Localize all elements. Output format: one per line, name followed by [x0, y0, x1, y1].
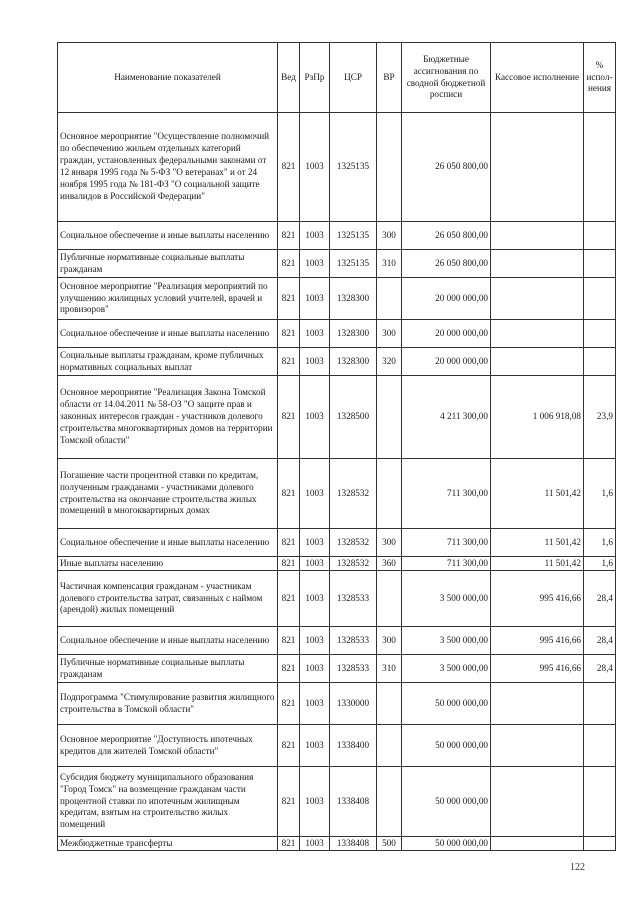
header-assignments: Бюджетные ассигнования по сводной бюджетной росписи [402, 43, 491, 113]
row-assignment: 3 500 000,00 [402, 571, 491, 627]
row-percent [584, 725, 616, 767]
row-percent: 28,4 [584, 627, 616, 655]
row-name: Иные выплаты населению [58, 557, 278, 571]
row-vr: 360 [377, 557, 402, 571]
row-cash-execution [491, 278, 584, 320]
row-name: Основное мероприятие "Осуществление полномочий по обеспечению жильем отдельных категорий граждан, установленных федеральными законами от 12 января 1995 года № 5-ФЗ "О ветеранах" и от 24 ноября 1995 года № 181-ФЗ "О социальной защите инвалидов в Российской Федерации" [58, 113, 278, 222]
table-row [58, 767, 616, 837]
table-row [58, 348, 616, 376]
row-ved: 821 [278, 278, 300, 320]
row-rzpr: 1003 [300, 837, 330, 851]
row-rzpr: 1003 [300, 557, 330, 571]
row-cash-execution: 995 416,66 [491, 655, 584, 683]
header-ved: Вед [278, 43, 300, 113]
row-name: Социальное обеспечение и иные выплаты населению [58, 320, 278, 348]
row-assignment: 20 000 000,00 [402, 278, 491, 320]
row-cash-execution: 11 501,42 [491, 459, 584, 529]
row-vr: 300 [377, 222, 402, 250]
row-rzpr: 1003 [300, 627, 330, 655]
row-ved: 821 [278, 655, 300, 683]
row-csr: 1325135 [330, 113, 377, 222]
row-name: Основное мероприятие "Доступность ипотечных кредитов для жителей Томской области" [58, 725, 278, 767]
row-ved: 821 [278, 320, 300, 348]
row-vr [377, 767, 402, 837]
row-csr: 1328533 [330, 627, 377, 655]
table-row [58, 459, 616, 529]
row-cash-execution [491, 348, 584, 376]
header-cash-execution: Кассовое исполнение [491, 43, 584, 113]
row-percent [584, 320, 616, 348]
row-rzpr: 1003 [300, 655, 330, 683]
table-row [58, 725, 616, 767]
row-percent [584, 113, 616, 222]
row-vr: 300 [377, 627, 402, 655]
row-percent [584, 767, 616, 837]
row-ved: 821 [278, 222, 300, 250]
row-ved: 821 [278, 459, 300, 529]
row-name: Межбюджетные трансферты [58, 837, 278, 851]
row-csr: 1330000 [330, 683, 377, 725]
row-rzpr: 1003 [300, 683, 330, 725]
row-csr: 1328500 [330, 376, 377, 459]
row-csr: 1328532 [330, 529, 377, 557]
row-name: Социальное обеспечение и иные выплаты населению [58, 627, 278, 655]
row-csr: 1338408 [330, 767, 377, 837]
row-name: Социальное обеспечение и иные выплаты населению [58, 222, 278, 250]
row-cash-execution [491, 683, 584, 725]
row-ved: 821 [278, 767, 300, 837]
table-row [58, 250, 616, 278]
row-vr [377, 725, 402, 767]
table-row [58, 683, 616, 725]
table-row [58, 529, 616, 557]
table-header-row [58, 43, 616, 113]
row-rzpr: 1003 [300, 376, 330, 459]
row-csr: 1338400 [330, 725, 377, 767]
row-vr: 310 [377, 655, 402, 683]
row-rzpr: 1003 [300, 767, 330, 837]
row-csr: 1328300 [330, 348, 377, 376]
header-name: Наименование показателей [58, 43, 278, 113]
row-vr [377, 571, 402, 627]
budget-table [57, 42, 616, 851]
row-cash-execution [491, 222, 584, 250]
table-row [58, 557, 616, 571]
page-number: 122 [570, 862, 585, 873]
row-assignment: 3 500 000,00 [402, 627, 491, 655]
row-percent [584, 278, 616, 320]
row-ved: 821 [278, 529, 300, 557]
row-name: Погашение части процентной ставки по кредитам, полученным гражданами - участниками долевого строительства на окончание строительства жилых помещений в многоквартирных домах [58, 459, 278, 529]
table-row [58, 655, 616, 683]
row-percent [584, 250, 616, 278]
row-assignment: 26 050 800,00 [402, 222, 491, 250]
row-percent [584, 222, 616, 250]
row-rzpr: 1003 [300, 459, 330, 529]
row-assignment: 711 300,00 [402, 529, 491, 557]
row-ved: 821 [278, 837, 300, 851]
row-rzpr: 1003 [300, 222, 330, 250]
row-ved: 821 [278, 683, 300, 725]
row-assignment: 50 000 000,00 [402, 767, 491, 837]
row-ved: 821 [278, 627, 300, 655]
row-percent: 1,6 [584, 459, 616, 529]
row-assignment: 50 000 000,00 [402, 683, 491, 725]
row-vr [377, 376, 402, 459]
row-percent: 23,9 [584, 376, 616, 459]
row-name: Субсидия бюджету муниципального образования "Город Томск" на возмещение гражданам части процентной ставки по ипотечным жилищным кредитам, взятым на строительство жилых помещений [58, 767, 278, 837]
row-assignment: 20 000 000,00 [402, 320, 491, 348]
row-ved: 821 [278, 113, 300, 222]
row-vr: 300 [377, 320, 402, 348]
row-rzpr: 1003 [300, 529, 330, 557]
row-vr [377, 683, 402, 725]
row-rzpr: 1003 [300, 113, 330, 222]
row-assignment: 20 000 000,00 [402, 348, 491, 376]
table-row [58, 113, 616, 222]
row-vr: 310 [377, 250, 402, 278]
row-percent: 28,4 [584, 571, 616, 627]
row-csr: 1328300 [330, 278, 377, 320]
row-percent: 1,6 [584, 529, 616, 557]
row-vr: 300 [377, 529, 402, 557]
row-percent: 28,4 [584, 655, 616, 683]
table-row [58, 627, 616, 655]
row-vr [377, 278, 402, 320]
row-rzpr: 1003 [300, 320, 330, 348]
row-csr: 1328532 [330, 459, 377, 529]
row-csr: 1328532 [330, 557, 377, 571]
row-csr: 1328533 [330, 655, 377, 683]
row-ved: 821 [278, 376, 300, 459]
row-rzpr: 1003 [300, 250, 330, 278]
row-csr: 1325135 [330, 250, 377, 278]
row-assignment: 4 211 300,00 [402, 376, 491, 459]
header-percent-execution: % испол-нения [584, 43, 616, 113]
row-assignment: 711 300,00 [402, 459, 491, 529]
row-cash-execution [491, 837, 584, 851]
row-vr [377, 113, 402, 222]
row-name: Основное мероприятие "Реализация Закона Томской области от 14.04.2011 № 58-ОЗ "О защите прав и законных интересов граждан - участников долевого строительства многоквартирных домов на территории Томской области" [58, 376, 278, 459]
row-cash-execution: 11 501,42 [491, 557, 584, 571]
header-rzpr: РзПр [300, 43, 330, 113]
row-csr: 1325135 [330, 222, 377, 250]
table-row [58, 320, 616, 348]
row-rzpr: 1003 [300, 571, 330, 627]
row-name: Основное мероприятие "Реализация мероприятий по улучшению жилищных условий учителей, врачей и провизоров" [58, 278, 278, 320]
row-assignment: 50 000 000,00 [402, 725, 491, 767]
row-ved: 821 [278, 557, 300, 571]
row-name: Социальные выплаты гражданам, кроме публичных нормативных социальных выплат [58, 348, 278, 376]
row-ved: 821 [278, 348, 300, 376]
row-percent: 1,6 [584, 557, 616, 571]
row-assignment: 711 300,00 [402, 557, 491, 571]
table-row [58, 222, 616, 250]
table-row [58, 376, 616, 459]
row-csr: 1328300 [330, 320, 377, 348]
row-vr: 500 [377, 837, 402, 851]
row-ved: 821 [278, 725, 300, 767]
row-vr: 320 [377, 348, 402, 376]
row-assignment: 3 500 000,00 [402, 655, 491, 683]
table-row [58, 571, 616, 627]
row-percent [584, 348, 616, 376]
row-cash-execution: 11 501,42 [491, 529, 584, 557]
row-cash-execution: 1 006 918,08 [491, 376, 584, 459]
row-ved: 821 [278, 250, 300, 278]
row-assignment: 50 000 000,00 [402, 837, 491, 851]
row-name: Публичные нормативные социальные выплаты гражданам [58, 655, 278, 683]
header-csr: ЦСР [330, 43, 377, 113]
row-name: Публичные нормативные социальные выплаты гражданам [58, 250, 278, 278]
row-name: Подпрограмма "Стимулирование развития жилищного строительства в Томской области" [58, 683, 278, 725]
row-name: Частичная компенсация гражданам - участникам долевого строительства затрат, связанных с наймом (арендой) жилых помещений [58, 571, 278, 627]
row-rzpr: 1003 [300, 278, 330, 320]
row-ved: 821 [278, 571, 300, 627]
header-vr: ВР [377, 43, 402, 113]
row-cash-execution [491, 767, 584, 837]
row-assignment: 26 050 800,00 [402, 250, 491, 278]
table-row [58, 837, 616, 851]
row-cash-execution [491, 250, 584, 278]
row-cash-execution: 995 416,66 [491, 571, 584, 627]
row-name: Социальное обеспечение и иные выплаты населению [58, 529, 278, 557]
row-cash-execution: 995 416,66 [491, 627, 584, 655]
row-cash-execution [491, 113, 584, 222]
row-cash-execution [491, 725, 584, 767]
row-rzpr: 1003 [300, 348, 330, 376]
row-vr [377, 459, 402, 529]
row-assignment: 26 050 800,00 [402, 113, 491, 222]
row-percent [584, 683, 616, 725]
table-body [58, 113, 616, 851]
table-row [58, 278, 616, 320]
row-cash-execution [491, 320, 584, 348]
row-rzpr: 1003 [300, 725, 330, 767]
row-percent [584, 837, 616, 851]
row-csr: 1328533 [330, 571, 377, 627]
row-csr: 1338408 [330, 837, 377, 851]
